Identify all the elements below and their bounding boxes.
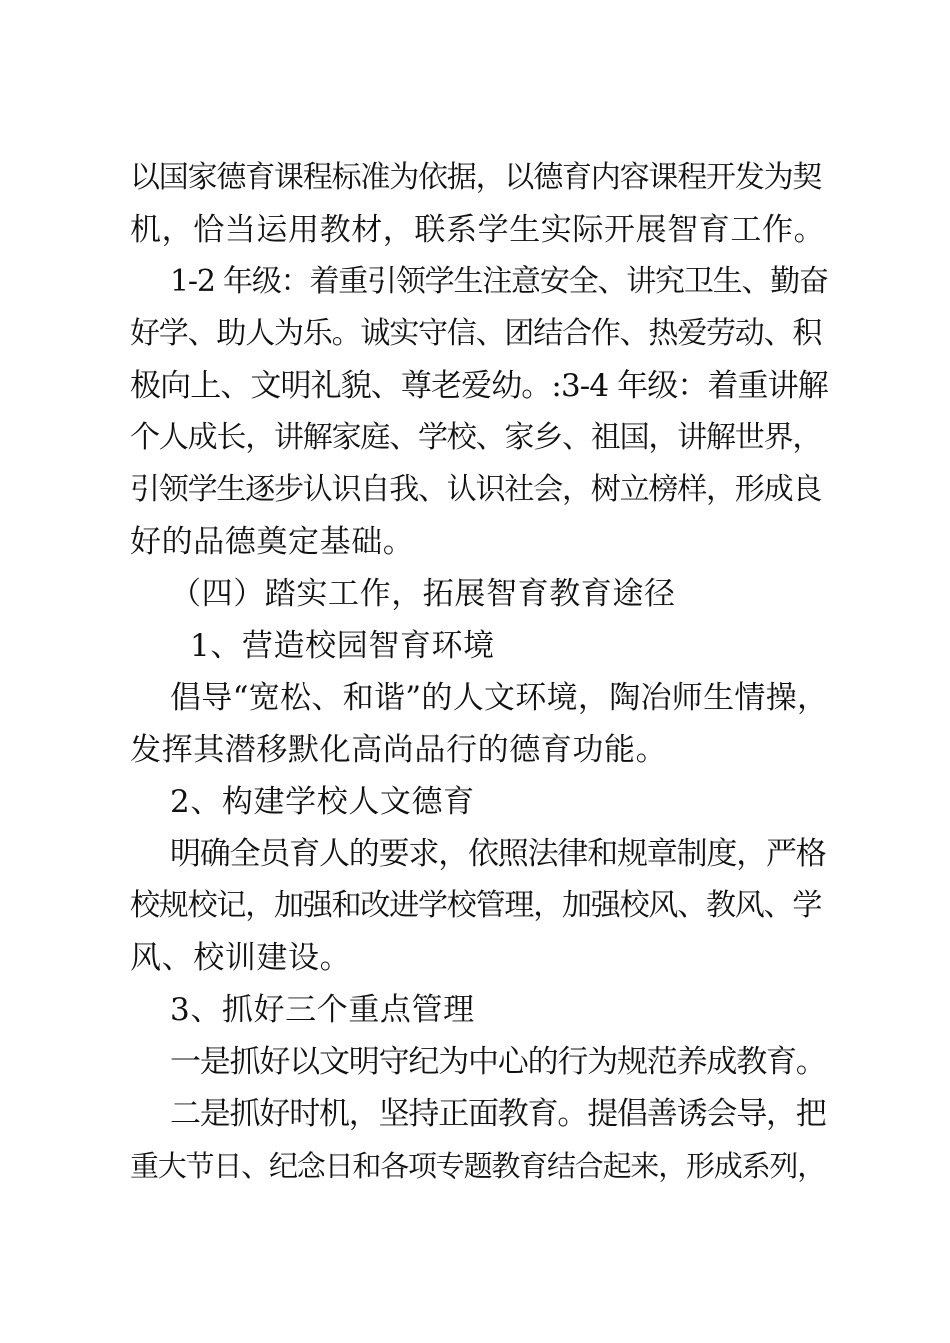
subheading-3: 3、抓好三个重点管理	[170, 992, 475, 1028]
subheading-2: 2、构建学校人文德育	[170, 784, 475, 820]
text-line-11: 倡导“宽松、和谐”的人文环境，陶冶师生情操，	[170, 680, 829, 716]
subheading-1: 1、营造校园智育环境	[190, 628, 495, 664]
text-line-20: 重大节日、纪念日和各项专题教育结合起来，形成系列，	[130, 1149, 826, 1183]
text-line-3: 1-2 年级：着重引领学生注意安全、讲究卫生、勤奋	[170, 264, 828, 299]
text-line-4: 好学、助人为乐。诚实守信、团结合作、热爱劳动、积	[130, 316, 822, 351]
text-line-18: 一是抓好以文明守纪为中心的行为规范养成教育。	[170, 1044, 826, 1080]
text-line-2: 机，恰当运用教材，联系学生实际开展智育工作。	[130, 212, 826, 248]
text-line-14: 明确全员育人的要求，依照法律和规章制度，严格	[170, 836, 826, 872]
text-line-1: 以国家德育课程标准为依据，以德育内容课程开发为契	[130, 160, 822, 195]
text-line-16: 风、校训建设。	[130, 940, 352, 976]
text-line-6: 个人成长，讲解家庭、学校、家乡、祖国，讲解世界，	[130, 420, 822, 455]
text-line-15: 校规校记，加强和改进学校管理，加强校风、教风、学	[130, 888, 822, 923]
text-line-7: 引领学生逐步认识自我、认识社会，树立榜样，形成良	[130, 472, 822, 507]
text-line-5: 极向上、文明礼貌、尊老爱幼。:3-4 年级：着重讲解	[130, 368, 828, 404]
section-heading: （四）踏实工作，拓展智育教育途径	[170, 576, 676, 612]
text-line-19: 二是抓好时机，坚持正面教育。提倡善诱会导，把	[170, 1096, 826, 1132]
text-line-8: 好的品德奠定基础。	[130, 524, 415, 560]
text-line-12: 发挥其潜移默化高尚品行的德育功能。	[130, 732, 668, 768]
